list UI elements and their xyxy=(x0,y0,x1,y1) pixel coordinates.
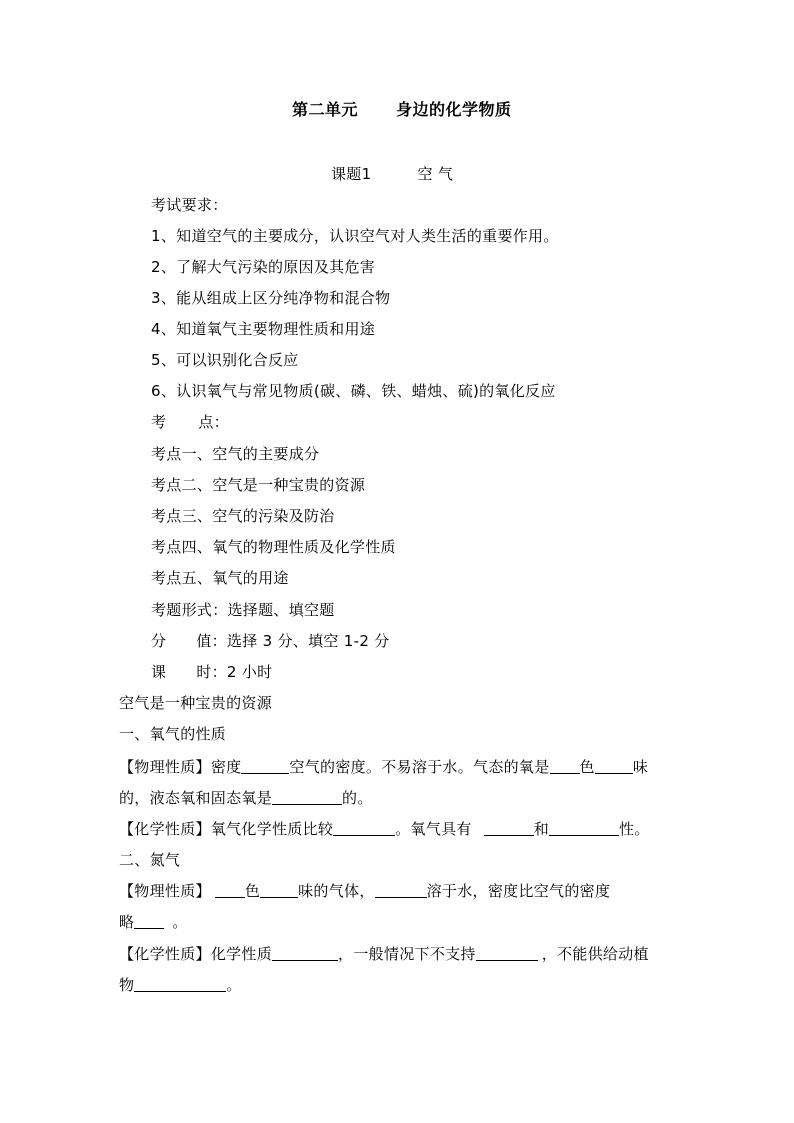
text-segment: 的。 xyxy=(342,789,373,807)
unit-topic: 身边的化学物质 xyxy=(396,100,512,119)
fill-blank[interactable] xyxy=(272,790,342,805)
oxygen-physical-line2 xyxy=(119,788,373,808)
text-segment: 。氧气具有 xyxy=(395,820,472,838)
text-segment: ，不能供给动植 xyxy=(541,945,649,963)
requirements-heading: 考试要求： xyxy=(151,196,228,214)
oxygen-chemical-line xyxy=(119,819,650,839)
physical-tag: 【物理性质】 xyxy=(119,758,211,776)
text-segment: 和 xyxy=(533,820,550,838)
text-segment: 化学性质 xyxy=(210,945,273,963)
unit-label: 第二单元 xyxy=(292,100,359,119)
score-text: 选择 3 分、填空 1-2 分 xyxy=(226,632,390,650)
text-segment: 的，液态氧和固态氧是 xyxy=(119,789,273,807)
hours-label-b: 时： xyxy=(196,663,227,681)
lesson-number: 课题1 xyxy=(331,165,372,183)
lesson-name: 空 气 xyxy=(417,165,454,183)
point-item: 考点三、空气的污染及防治 xyxy=(151,507,335,525)
text-segment: 。 xyxy=(172,913,188,931)
text-segment: 色 xyxy=(244,882,261,900)
lesson-title xyxy=(331,164,453,184)
fill-blank[interactable] xyxy=(260,883,298,898)
requirement-item: 6、认识氧气与常见物质(碳、磷、铁、蜡烛、硫)的氧化反应 xyxy=(151,382,556,400)
nitrogen-chemical-line1 xyxy=(119,944,649,964)
nitrogen-heading: 二、氮气 xyxy=(119,851,181,869)
fill-blank[interactable] xyxy=(375,883,427,898)
text-segment: 氧气化学性质比较 xyxy=(210,820,334,838)
fill-blank[interactable] xyxy=(476,946,538,961)
text-segment: 密度 xyxy=(210,758,242,776)
text-segment: 性。 xyxy=(619,820,650,838)
hours-label-a: 课 xyxy=(151,663,167,681)
points-heading-a: 考 xyxy=(151,413,167,431)
requirement-item: 2、了解大气污染的原因及其危害 xyxy=(151,258,376,276)
requirement-item: 1、知道空气的主要成分，认识空气对人类生活的重要作用。 xyxy=(151,227,559,245)
point-item: 考点一、空气的主要成分 xyxy=(151,445,320,463)
fill-blank[interactable] xyxy=(241,759,289,774)
section-title: 空气是一种宝贵的资源 xyxy=(119,694,273,712)
physical-tag: 【物理性质】 xyxy=(119,882,211,900)
hours-text: 2 小时 xyxy=(226,663,273,681)
chemical-tag: 【化学性质】 xyxy=(119,945,211,963)
fill-blank[interactable] xyxy=(134,977,226,992)
fill-blank[interactable] xyxy=(549,821,619,836)
page-title xyxy=(292,100,512,120)
fill-blank[interactable] xyxy=(272,946,338,961)
requirement-item: 5、可以识别化合反应 xyxy=(151,351,299,369)
text-segment: 溶于水，密度比空气的密度 xyxy=(426,882,611,900)
fill-blank[interactable] xyxy=(595,759,633,774)
chemical-tag: 【化学性质】 xyxy=(119,820,211,838)
text-segment: 略 xyxy=(119,913,135,931)
point-item: 考点二、空气是一种宝贵的资源 xyxy=(151,476,366,494)
text-segment: 物 xyxy=(119,976,135,994)
requirement-item: 3、能从组成上区分纯净物和混合物 xyxy=(151,289,391,307)
text-segment: 空气的密度。不易溶于水。气态的氧是 xyxy=(289,758,550,776)
fill-blank[interactable] xyxy=(134,914,164,929)
hours-line xyxy=(151,662,272,682)
fill-blank[interactable] xyxy=(484,821,534,836)
fill-blank[interactable] xyxy=(215,883,245,898)
oxygen-physical-line1 xyxy=(119,757,648,777)
text-segment: 味的气体， xyxy=(298,882,375,900)
points-heading xyxy=(151,412,229,432)
nitrogen-physical-line1 xyxy=(119,881,610,901)
score-label-a: 分 xyxy=(151,632,167,650)
oxygen-heading: 一、氧气的性质 xyxy=(119,725,227,743)
point-item: 考点四、氧气的物理性质及化学性质 xyxy=(151,538,396,556)
nitrogen-chemical-line2 xyxy=(119,975,242,995)
fill-blank[interactable] xyxy=(550,759,580,774)
requirement-item: 4、知道氧气主要物理性质和用途 xyxy=(151,320,376,338)
text-segment: 色 xyxy=(579,758,595,776)
text-segment: ，一般情况下不支持 xyxy=(338,945,476,963)
fill-blank[interactable] xyxy=(333,821,395,836)
exam-form: 考题形式：选择题、填空题 xyxy=(151,601,335,619)
text-segment: 味 xyxy=(632,758,649,776)
points-heading-b: 点： xyxy=(198,413,229,431)
point-item: 考点五、氧气的用途 xyxy=(151,569,289,587)
text-segment: 。 xyxy=(226,976,242,994)
score-label-b: 值： xyxy=(196,632,227,650)
nitrogen-physical-line2 xyxy=(119,912,188,932)
score-line xyxy=(151,631,390,651)
